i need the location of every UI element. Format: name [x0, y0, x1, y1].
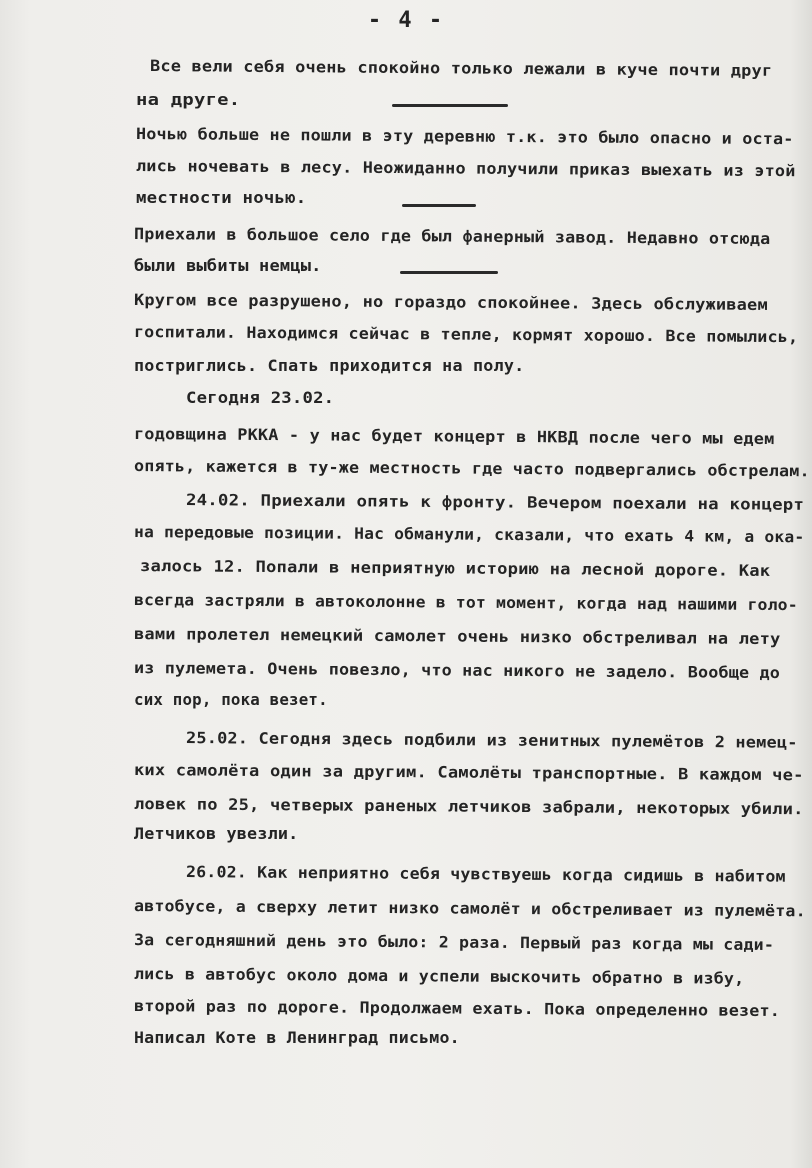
text-line: лись в автобус около дома и успели выскочить обратно в избу,	[133, 965, 745, 988]
text-line: Написал Коте в Ленинград письмо.	[134, 1029, 460, 1047]
text-line: Кругом все разрушено, но гораздо спокойнее. Здесь обслуживаем	[133, 291, 768, 314]
text-line: За сегодняшний день это было: 2 раза. Первый раз когда мы сади-	[133, 931, 775, 955]
text-line: Сегодня 23.02.	[186, 389, 335, 407]
text-line: на друге.	[136, 91, 241, 109]
text-line: 24.02. Приехали опять к фронту. Вечером поехали на концерт	[185, 491, 805, 514]
section-divider	[392, 104, 508, 107]
text-line: сих пор, пока везет.	[134, 691, 328, 709]
text-line: автобусе, а сверху летит низко самолёт и обстреливает из пулемёта.	[133, 897, 806, 921]
text-line: 26.02. Как неприятно себя чувствуешь когда сидишь в набитом	[185, 863, 786, 886]
text-line: Летчиков увезли.	[134, 825, 299, 843]
text-line: Приехали в большое село где был фанерный завод. Недавно отсюда	[133, 225, 771, 248]
text-line: второй раз по дороге. Продолжаем ехать. Пока определенно везет.	[133, 997, 781, 1021]
text-line: Все вели себя очень спокойно только лежали в куче почти друг	[149, 57, 773, 80]
text-line: опять, кажется в ту-же местность где часто подвергались обстрелам.	[133, 457, 810, 481]
text-line: на передовые позиции. Нас обманули, сказали, что ехать 4 км, а ока-	[133, 523, 805, 547]
text-line: лись ночевать в лесу. Неожиданно получили приказ выехать из этой	[135, 157, 796, 181]
text-line: ловек по 25, четверых раненых летчиков забрали, некоторых убили.	[133, 795, 804, 819]
text-line: госпитали. Находимся сейчас в тепле, кормят хорошо. Все помылись,	[133, 323, 799, 347]
text-line: годовщина РККА - у нас будет концерт в НКВД после чего мы едем	[133, 425, 775, 449]
text-line: 25.02. Сегодня здесь подбили из зенитных пулемётов 2 немец-	[185, 729, 798, 752]
text-line: Ночью больше не пошли в эту деревню т.к. это было опасно и оста-	[135, 125, 794, 149]
text-line: всегда застряли в автоколонне в тот момент, когда над нашими голо-	[133, 591, 798, 615]
section-divider	[400, 271, 498, 274]
text-line: ких самолёта один за другим. Самолёты транспортные. В каждом че-	[133, 761, 804, 785]
text-line: вами пролетел немецкий самолет очень низко обстреливал на лету	[133, 625, 781, 649]
text-line: залось 12. Попали в неприятную историю на лесной дороге. Как	[139, 557, 771, 580]
text-line: были выбиты немцы.	[134, 257, 322, 275]
text-line: постриглись. Спать приходится на полу.	[134, 357, 525, 375]
text-line: из пулемета. Очень повезло, что нас никого не задело. Вообще до	[133, 659, 781, 683]
text-line: местности ночью.	[136, 189, 307, 207]
section-divider	[402, 204, 476, 207]
page-number: - 4 -	[367, 8, 445, 33]
